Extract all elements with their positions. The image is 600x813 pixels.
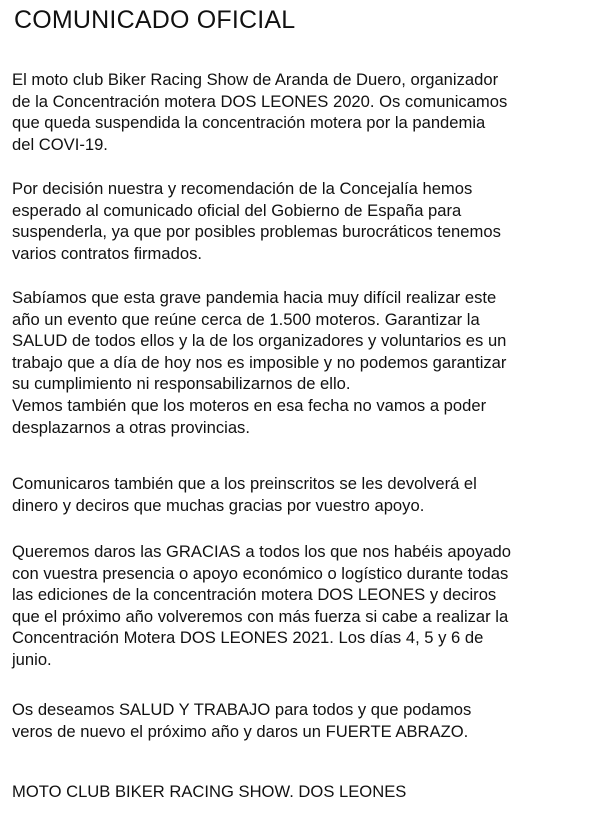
paragraph-line: del COVI-19. xyxy=(12,134,108,154)
paragraph-line: suspenderla, ya que por posibles problemas burocráticos tenemos xyxy=(12,222,501,242)
paragraph-line: SALUD de todos ellos y la de los organizadores y voluntarios es un xyxy=(12,331,507,351)
paragraph-line: que queda suspendida la concentración motera por la pandemia xyxy=(12,113,486,133)
paragraph-line: El moto club Biker Racing Show de Aranda de Duero, organizador xyxy=(12,70,499,89)
paragraph-line: esperado al comunicado oficial del Gobierno de España para xyxy=(12,200,462,220)
paragraph-line: con vuestra presencia o apoyo económico o logístico durante todas xyxy=(12,563,509,583)
paragraph-line: trabajo que a día de hoy nos es imposible y no podemos garantizar xyxy=(12,352,507,372)
paragraph-line: Os deseamos SALUD Y TRABAJO para todos y que podamos xyxy=(12,700,472,719)
paragraph-line: dinero y deciros que muchas gracias por vuestro apoyo. xyxy=(12,495,425,515)
paragraph-line: veros de nuevo el próximo año y daros un FUERTE ABRAZO. xyxy=(12,721,469,741)
paragraph-announcement xyxy=(12,69,598,155)
paragraph-line: Concentración Motera DOS LEONES 2021. Los días 4, 5 y 6 de xyxy=(12,628,484,648)
paragraph-refund xyxy=(12,473,598,516)
document-title: COMUNICADO OFICIAL xyxy=(14,6,296,34)
paragraph-decision xyxy=(12,178,598,264)
paragraph-line: Comunicaros también que a los preinscritos se les devolverá el xyxy=(12,474,477,493)
paragraph-line: Vemos también que los moteros en esa fecha no vamos a poder xyxy=(12,395,487,415)
paragraph-line: desplazarnos a otras provincias. xyxy=(12,417,250,437)
paragraph-line: las ediciones de la concentración motera DOS LEONES y deciros xyxy=(12,585,497,605)
paragraph-line: varios contratos firmados. xyxy=(12,243,202,263)
paragraph-line: año un evento que reúne cerca de 1.500 moteros. Garantizar la xyxy=(12,309,480,329)
paragraph-line: Por decisión nuestra y recomendación de la Concejalía hemos xyxy=(12,179,473,198)
paragraph-line: junio. xyxy=(12,649,52,669)
paragraph-farewell xyxy=(12,699,598,742)
paragraph-line: que el próximo año volveremos con más fuerza si cabe a realizar la xyxy=(12,606,509,626)
paragraph-line: Queremos daros las GRACIAS a todos los que nos habéis apoyado xyxy=(12,542,512,561)
paragraph-line: Sabíamos que esta grave pandemia hacia muy difícil realizar este xyxy=(12,288,497,307)
paragraph-line: su cumplimiento ni responsabilizarnos de ello. xyxy=(12,374,351,394)
signature: MOTO CLUB BIKER RACING SHOW. DOS LEONES xyxy=(12,782,407,801)
paragraph-line: de la Concentración motera DOS LEONES 2020. Os comunicamos xyxy=(12,91,508,111)
paragraph-pandemic xyxy=(12,287,598,438)
paragraph-thanks xyxy=(12,541,598,671)
